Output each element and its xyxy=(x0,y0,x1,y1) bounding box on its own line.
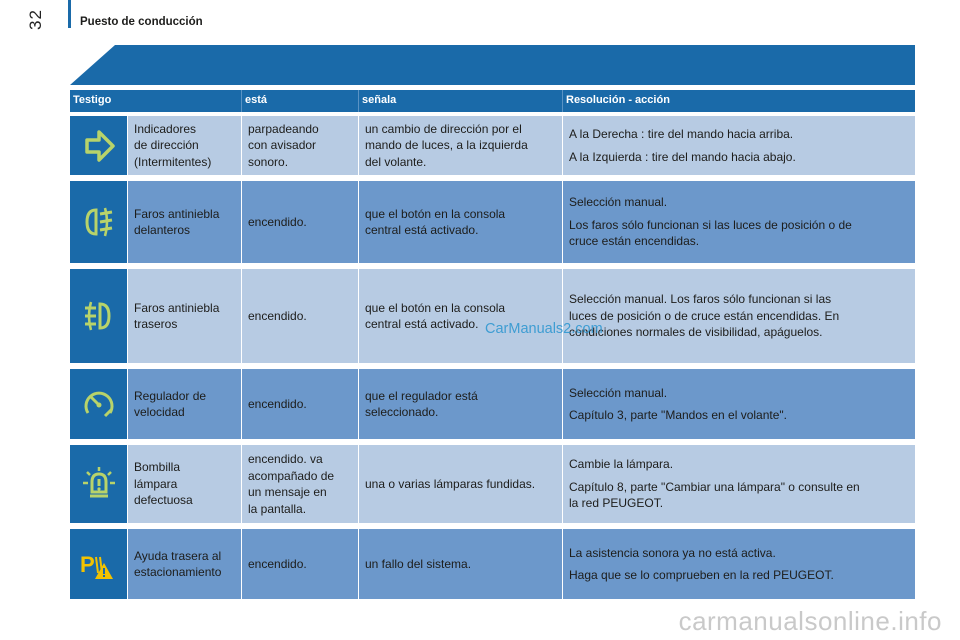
senala-cell: que el botón en la consola central está activado. xyxy=(359,269,563,363)
esta-cell: encendido. xyxy=(242,269,359,363)
resolucion-line: La asistencia sonora ya no está activa. xyxy=(569,545,776,560)
header-senala: señala xyxy=(359,90,563,112)
table-row xyxy=(70,116,915,175)
testigo-cell: Faros antiniebla traseros xyxy=(128,269,242,363)
header-banner xyxy=(70,45,915,85)
bulb-failure-icon xyxy=(79,464,119,504)
speed-limiter-icon xyxy=(79,384,119,424)
testigo-cell: Faros antiniebla delanteros xyxy=(128,181,242,263)
resolucion-cell xyxy=(563,181,915,263)
page-number: 32 xyxy=(26,9,45,30)
resolucion-line: A la Derecha : tire del mando hacia arriba. xyxy=(569,127,794,141)
turn-signal-arrow-icon xyxy=(79,126,119,166)
resolucion-line: Capítulo 3, parte "Mandos en el volante". xyxy=(569,408,787,422)
senala-cell: un fallo del sistema. xyxy=(359,529,563,599)
table-row xyxy=(70,369,915,439)
parking-assist-fault-icon xyxy=(77,544,121,584)
header-testigo: Testigo xyxy=(70,90,242,112)
resolucion-cell xyxy=(563,369,915,439)
esta-cell: encendido. va acompañado de un mensaje en la pantalla. xyxy=(242,445,359,523)
senala-cell: un cambio de dirección por el mando de luces, a la izquierda del volante. xyxy=(359,116,563,175)
senala-cell: que el regulador está seleccionado. xyxy=(359,369,563,439)
header-resolucion: Resolución - acción xyxy=(566,94,670,106)
testigo-cell: Indicadores de dirección (Intermitentes) xyxy=(128,116,242,175)
front-fog-light-icon xyxy=(79,202,119,242)
esta-cell: encendido. xyxy=(242,529,359,599)
svg-text:P: P xyxy=(79,552,95,577)
esta-cell: encendido. xyxy=(242,181,359,263)
table-row xyxy=(70,529,915,599)
rear-fog-light-icon xyxy=(79,296,119,336)
section-title: Puesto de conducción xyxy=(80,16,203,28)
esta-cell: encendido. xyxy=(242,369,359,439)
table-row xyxy=(70,181,915,263)
resolucion-line: Cambie la lámpara. xyxy=(569,457,674,472)
testigo-cell: Bombilla lámpara defectuosa xyxy=(128,445,242,523)
resolucion-cell xyxy=(563,445,915,523)
side-rule xyxy=(68,0,71,28)
resolucion-line: Selección manual. Los faros sólo funcionan si las luces de posición o de cruce están encendidas. En condiciones normales de visibilidad, apáguelos. xyxy=(569,292,840,340)
esta-cell: parpadeando con avisador sonoro. xyxy=(242,116,359,175)
resolucion-cell xyxy=(563,116,915,175)
header-esta: está xyxy=(242,90,359,112)
resolucion-line: A la Izquierda : tire del mando hacia abajo. xyxy=(569,149,796,164)
watermark: CarManuals2.com xyxy=(485,321,603,337)
senala-cell: que el botón en la consola central está activado. xyxy=(359,181,563,263)
senala-cell: una o varias lámparas fundidas. xyxy=(359,445,563,523)
testigo-cell: Regulador de velocidad xyxy=(128,369,242,439)
footer-watermark: carmanualsonline.info xyxy=(678,606,942,636)
table-row xyxy=(70,445,915,523)
resolucion-cell xyxy=(563,529,915,599)
resolucion-line: Capítulo 8, parte "Cambiar una lámpara" o consulte en la red PEUGEOT. xyxy=(569,479,860,511)
resolucion-line: Haga que se lo comprueben en la red PEUGEOT. xyxy=(569,568,834,582)
resolucion-line: Selección manual. xyxy=(569,195,668,210)
resolucion-line: Selección manual. xyxy=(569,385,668,400)
resolucion-line: Los faros sólo funcionan si las luces de posición o de cruce están encendidas. xyxy=(569,217,852,249)
table-header xyxy=(70,90,915,112)
warning-lights-table xyxy=(70,90,915,599)
resolucion-cell xyxy=(563,269,915,363)
table-row xyxy=(70,269,915,363)
testigo-cell: Ayuda trasera al estacionamiento xyxy=(128,529,242,599)
